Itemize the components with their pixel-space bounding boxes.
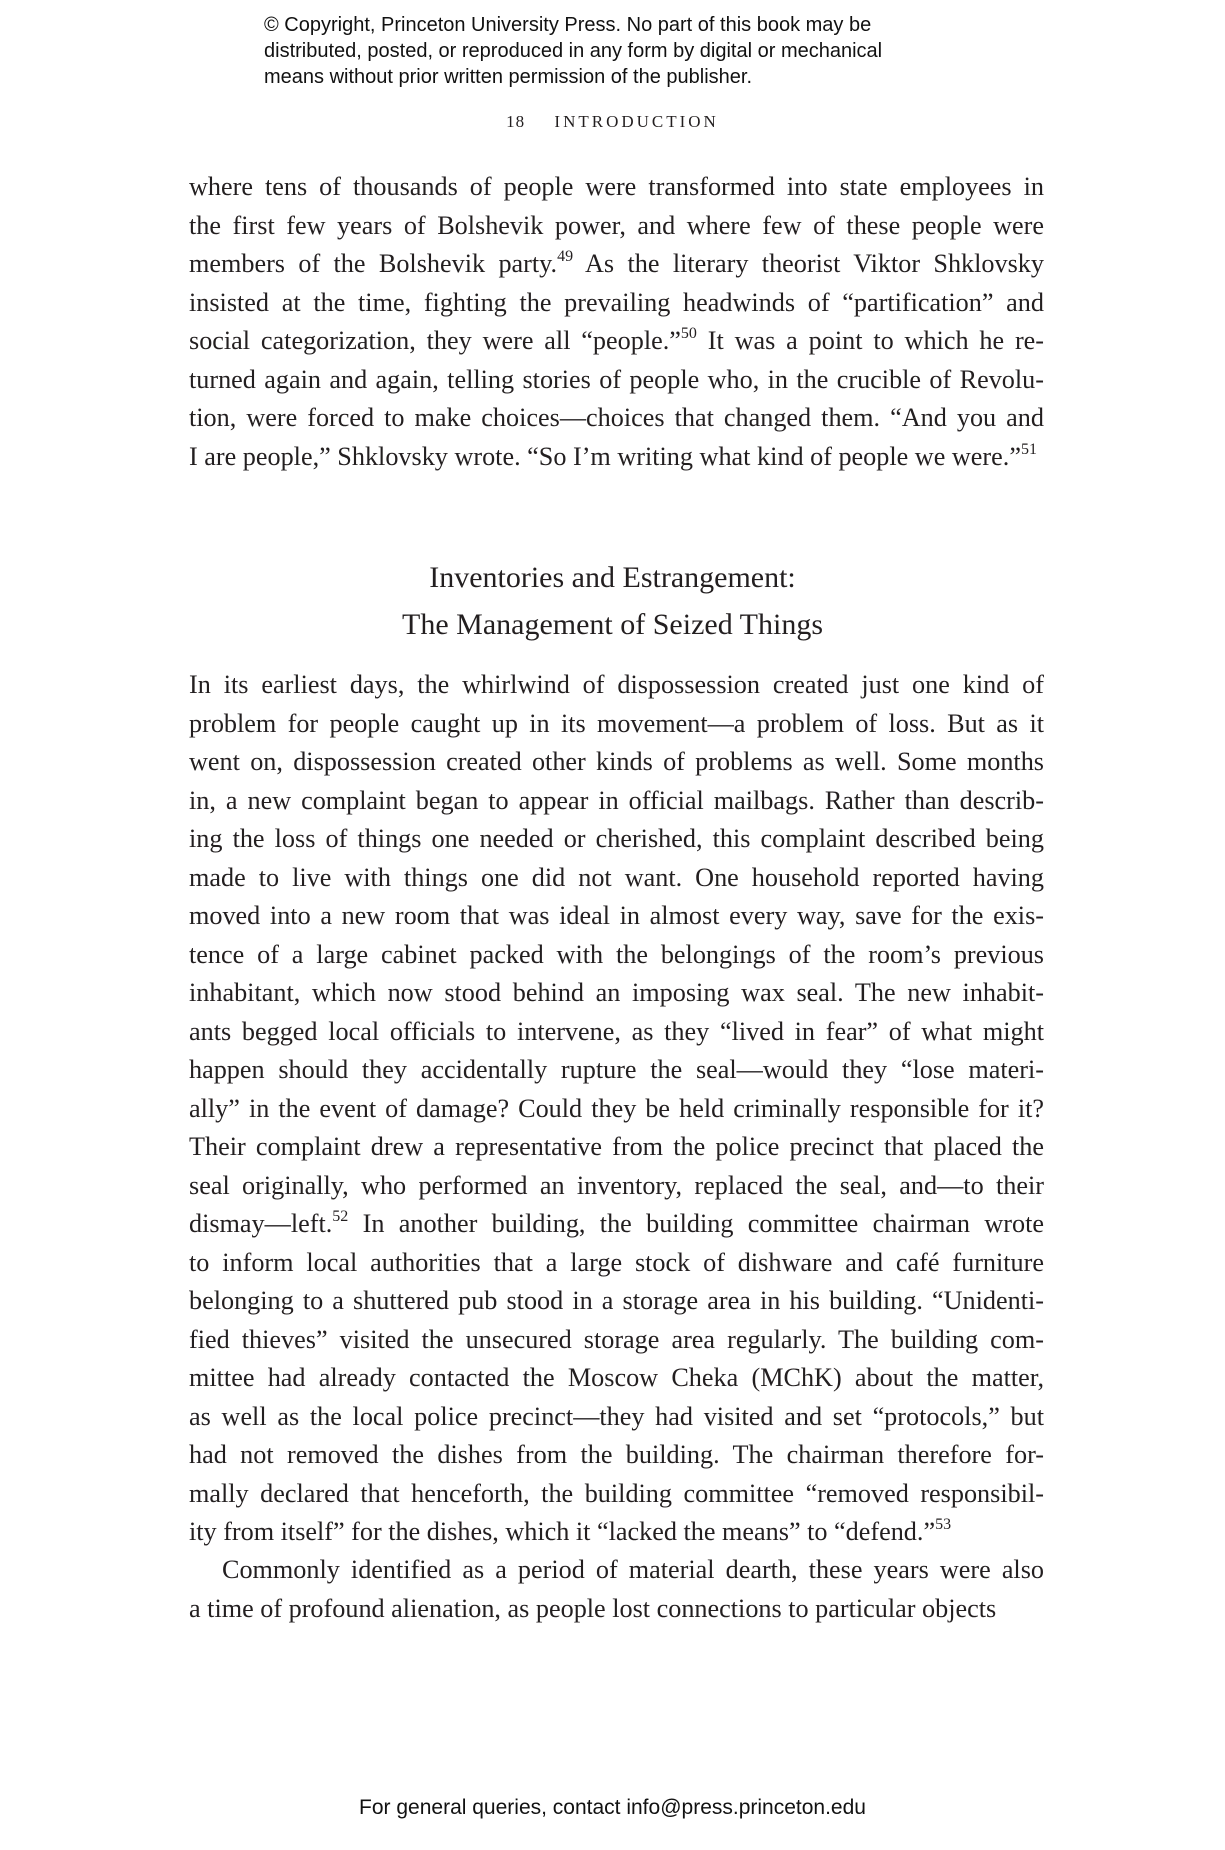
- line-text: ity from itself” for the dishes, which it “lacked the means” to “defend.”: [189, 1517, 936, 1546]
- text-line: [189, 1590, 1044, 1629]
- text-line: [189, 1013, 1044, 1052]
- line-text-continued: It was a point to which he re-: [696, 326, 1045, 355]
- footnote-ref: 53: [935, 1516, 952, 1533]
- line-text: problem for people caught up in its movement—a problem of loss. But as it: [189, 708, 1044, 738]
- line-text: inhabitant, which now stood behind an imposing wax seal. The new inhabit-: [189, 978, 1044, 1007]
- text-line: [189, 1051, 1044, 1090]
- copyright-line: means without prior written permission of the publisher.: [264, 66, 753, 88]
- text-line: [189, 1398, 1044, 1437]
- line-text: fied thieves” visited the unsecured storage area regularly. The building com-: [189, 1324, 1044, 1354]
- paragraph-1: [189, 168, 1044, 476]
- text-line: [189, 438, 1044, 477]
- line-text: social categorization, they were all “people.”: [189, 326, 681, 355]
- text-line: [189, 1090, 1044, 1129]
- text-line: [189, 207, 1044, 246]
- line-text: moved into a new room that was ideal in almost every way, save for the exis-: [189, 901, 1044, 930]
- text-line: [189, 743, 1044, 782]
- page-number: 18: [506, 112, 526, 131]
- line-text: in, a new complaint began to appear in official mailbags. Rather than describ-: [189, 785, 1044, 815]
- text-line: [189, 284, 1044, 323]
- text-line: [189, 1513, 1044, 1552]
- line-text: dismay—left.: [189, 1209, 333, 1238]
- text-line: [189, 1128, 1044, 1167]
- footnote-ref: 50: [680, 325, 697, 342]
- text-line: [189, 820, 1044, 859]
- footnote-ref: 51: [1020, 440, 1037, 458]
- copyright-line: © Copyright, Princeton University Press. No part of this book may be: [264, 14, 872, 36]
- line-text-continued: In another building, the building committee chairman wrote: [348, 1209, 1044, 1238]
- text-line: [189, 245, 1044, 284]
- text-line: [189, 666, 1044, 705]
- line-text: mally declared that henceforth, the building committee “removed responsibil-: [189, 1478, 1044, 1508]
- text-line: [189, 1205, 1044, 1244]
- text-line: [189, 897, 1044, 936]
- line-text: ally” in the event of damage? Could they be held criminally responsible for it?: [189, 1093, 1044, 1123]
- running-head-section: INTRODUCTION: [554, 112, 719, 131]
- footer-contact: For general queries, contact info@press.princeton.edu: [359, 1796, 866, 1819]
- line-text: mittee had already contacted the Moscow Cheka (MChK) about the matter,: [189, 1363, 1044, 1392]
- text-line: [189, 1244, 1044, 1283]
- line-text: insisted at the time, fighting the prevailing headwinds of “partification” and: [189, 287, 1044, 317]
- line-text: went on, dispossession created other kinds of problems as well. Some months: [189, 747, 1044, 776]
- line-text: ing the loss of things one needed or cherished, this complaint described being: [189, 824, 1044, 853]
- text-line: [189, 168, 1044, 207]
- line-text: as well as the local police precinct—they had visited and set “protocols,” but: [189, 1401, 1044, 1431]
- line-text: Their complaint drew a representative from the police precinct that placed the: [189, 1132, 1044, 1161]
- text-line: [189, 936, 1044, 975]
- text-line: [189, 1321, 1044, 1360]
- text-line: [189, 361, 1044, 400]
- text-line: [189, 974, 1044, 1013]
- line-text: to inform local authorities that a large stock of dishware and café furniture: [189, 1247, 1044, 1277]
- text-line: [189, 399, 1044, 438]
- line-text: ants begged local officials to intervene, as they “lived in fear” of what might: [189, 1016, 1044, 1046]
- text-line: [189, 322, 1044, 361]
- line-text: a time of profound alienation, as people lost connections to particular objects: [189, 1593, 997, 1623]
- text-line: [189, 1282, 1044, 1321]
- text-line: [189, 1475, 1044, 1514]
- line-text-continued: As the literary theorist Viktor Shklovsky: [573, 249, 1044, 278]
- line-text: tence of a large cabinet packed with the belongings of the room’s previous: [189, 939, 1044, 969]
- line-text: where tens of thousands of people were transformed into state employees in: [189, 172, 1044, 201]
- line-text: In its earliest days, the whirlwind of dispossession created just one kind of: [189, 670, 1044, 699]
- section-heading-line-2: The Management of Seized Things: [402, 608, 823, 641]
- line-text: turned again and again, telling stories of people who, in the crucible of Revolu-: [189, 364, 1044, 394]
- text-line: [189, 1359, 1044, 1398]
- text-line: [189, 782, 1044, 821]
- line-text: seal originally, who performed an inventory, replaced the seal, and—to their: [189, 1170, 1044, 1200]
- text-line: [189, 1436, 1044, 1475]
- line-text: members of the Bolshevik party.: [189, 249, 558, 278]
- line-text: happen should they accidentally rupture the seal—would they “lose materi-: [189, 1055, 1044, 1084]
- text-line: [189, 705, 1044, 744]
- line-text: Commonly identified as a period of material dearth, these years were also: [222, 1555, 1044, 1584]
- paragraph-3: [189, 1551, 1044, 1628]
- text-line: [189, 859, 1044, 898]
- line-text: belonging to a shuttered pub stood in a storage area in his building. “Unidenti-: [189, 1286, 1044, 1315]
- copyright-line: distributed, posted, or reproduced in any form by digital or mechanical: [264, 40, 883, 62]
- line-text: had not removed the dishes from the building. The chairman therefore for-: [189, 1440, 1044, 1469]
- text-line: [189, 1167, 1044, 1206]
- section-heading-line-1: Inventories and Estrangement:: [429, 561, 796, 594]
- copyright-notice: [264, 12, 1024, 90]
- footnote-ref: 49: [557, 248, 574, 265]
- running-head: [0, 112, 1225, 132]
- text-line: [189, 1551, 1044, 1590]
- section-heading: [0, 554, 1225, 648]
- line-text: made to live with things one did not want. One household reported having: [189, 862, 1044, 892]
- line-text: the first few years of Bolshevik power, and where few of these people were: [189, 210, 1044, 240]
- paragraph-2: [189, 666, 1044, 1552]
- line-text: tion, were forced to make choices—choices that changed them. “And you and: [189, 403, 1044, 432]
- footnote-ref: 52: [332, 1208, 349, 1225]
- line-text: I are people,” Shklovsky wrote. “So I’m writing what kind of people we were.”: [189, 441, 1021, 471]
